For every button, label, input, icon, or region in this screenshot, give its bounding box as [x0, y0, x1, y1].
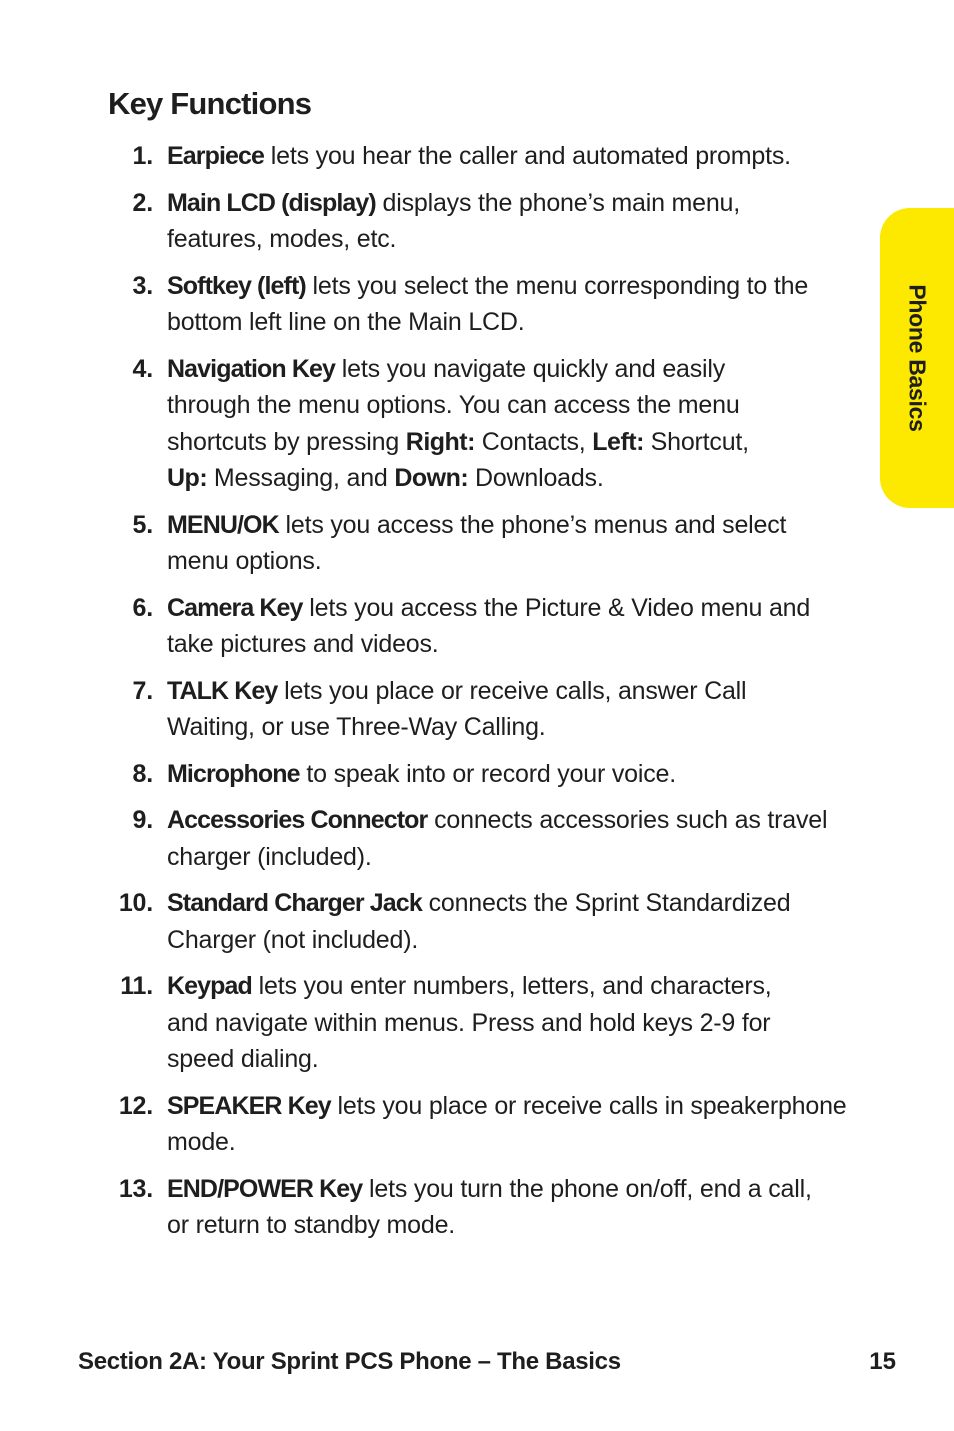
- item-description-line: speed dialing.: [167, 1045, 319, 1073]
- item-description: lets you place or receive calls in speakerphone: [330, 1091, 847, 1120]
- item-term: Softkey (left): [167, 271, 306, 300]
- footer-section-title: Section 2A: Your Sprint PCS Phone – The Basics: [78, 1348, 621, 1375]
- item-term: Accessories Connector: [167, 806, 428, 834]
- item-description-line: menu options.: [167, 547, 322, 575]
- item-description: to speak into or record your voice.: [299, 759, 676, 788]
- item-description: displays the phone’s main menu,: [375, 188, 741, 217]
- item-description: connects the Sprint Standardized: [421, 889, 791, 917]
- shortcut-up-label: Up:: [167, 464, 208, 492]
- item-number: 7.: [132, 676, 153, 705]
- item-term: Keypad: [167, 972, 252, 1000]
- item-description: lets you turn the phone on/off, end a call,: [362, 1174, 812, 1203]
- item-number: 8.: [132, 759, 153, 788]
- list-item: [100, 1171, 870, 1244]
- item-term: Navigation Key: [167, 354, 336, 383]
- list-item: [100, 590, 870, 663]
- item-description: lets you hear the caller and automated prompts.: [264, 142, 791, 170]
- item-term: Standard Charger Jack: [167, 889, 422, 917]
- item-term: Microphone: [167, 759, 300, 788]
- key-functions-list: [100, 138, 870, 1254]
- item-number: 6.: [132, 593, 153, 622]
- list-item: [100, 673, 870, 746]
- item-description-line: Charger (not included).: [167, 925, 419, 954]
- item-number: 11.: [120, 972, 153, 1000]
- item-number: 9.: [132, 806, 153, 834]
- item-description: lets you select the menu corresponding to the: [305, 271, 809, 300]
- side-tab-label: Phone Basics: [904, 284, 931, 432]
- list-item: [100, 756, 870, 793]
- list-item: [100, 968, 870, 1078]
- list-item: [100, 138, 870, 175]
- item-description-line: or return to standby mode.: [167, 1211, 456, 1239]
- item-description-line: Contacts,: [474, 427, 593, 456]
- list-item: [100, 802, 870, 875]
- item-description-line: charger (included).: [167, 842, 372, 871]
- item-number: 13.: [118, 1174, 153, 1203]
- item-number: 3.: [132, 271, 153, 300]
- item-number: 1.: [132, 142, 153, 170]
- item-number: 5.: [132, 510, 153, 539]
- section-side-tab: [880, 208, 954, 508]
- item-description-line: bottom left line on the Main LCD.: [167, 308, 525, 336]
- list-item: [100, 351, 870, 497]
- item-description-line: features, modes, etc.: [167, 225, 397, 253]
- page-number: 15: [869, 1348, 896, 1375]
- item-description: lets you place or receive calls, answer Call: [277, 676, 747, 705]
- item-description-line: take pictures and videos.: [167, 630, 439, 658]
- item-description-line: and navigate within menus. Press and hold keys 2-9 for: [167, 1008, 771, 1037]
- page-title: Key Functions: [108, 86, 312, 121]
- list-item: [100, 507, 870, 580]
- item-term: MENU/OK: [167, 510, 279, 539]
- item-description-line: Shortcut,: [643, 427, 749, 456]
- item-number: 2.: [132, 188, 153, 217]
- item-number: 10.: [118, 889, 153, 917]
- item-term: END/POWER Key: [167, 1174, 363, 1203]
- item-term: SPEAKER Key: [167, 1091, 331, 1120]
- item-term: TALK Key: [167, 676, 278, 705]
- shortcut-left-label: Left:: [592, 427, 644, 456]
- shortcut-down-label: Down:: [394, 464, 469, 492]
- item-description: lets you access the phone’s menus and select: [278, 510, 787, 539]
- item-description-line: shortcuts by pressing: [167, 427, 406, 456]
- item-description: connects accessories such as travel: [427, 806, 828, 834]
- item-description-line: through the menu options. You can access the menu: [167, 391, 740, 419]
- item-description-line: Downloads.: [468, 464, 604, 492]
- item-description: lets you navigate quickly and easily: [335, 354, 726, 383]
- list-item: [100, 185, 870, 258]
- item-number: 12.: [118, 1091, 153, 1120]
- list-item: [100, 268, 870, 341]
- item-description-line: Waiting, or use Three-Way Calling.: [167, 713, 546, 741]
- item-description: lets you enter numbers, letters, and characters,: [251, 972, 772, 1000]
- item-term: Camera Key: [167, 593, 303, 622]
- item-description-line: mode.: [167, 1128, 236, 1156]
- item-term: Earpiece: [167, 142, 265, 170]
- list-item: [100, 885, 870, 958]
- item-term: Main LCD (display): [167, 188, 376, 217]
- item-description-line: Messaging, and: [207, 464, 395, 492]
- item-description: lets you access the Picture & Video menu and: [302, 593, 811, 622]
- shortcut-right-label: Right:: [405, 427, 475, 456]
- item-number: 4.: [132, 354, 153, 383]
- list-item: [100, 1088, 870, 1161]
